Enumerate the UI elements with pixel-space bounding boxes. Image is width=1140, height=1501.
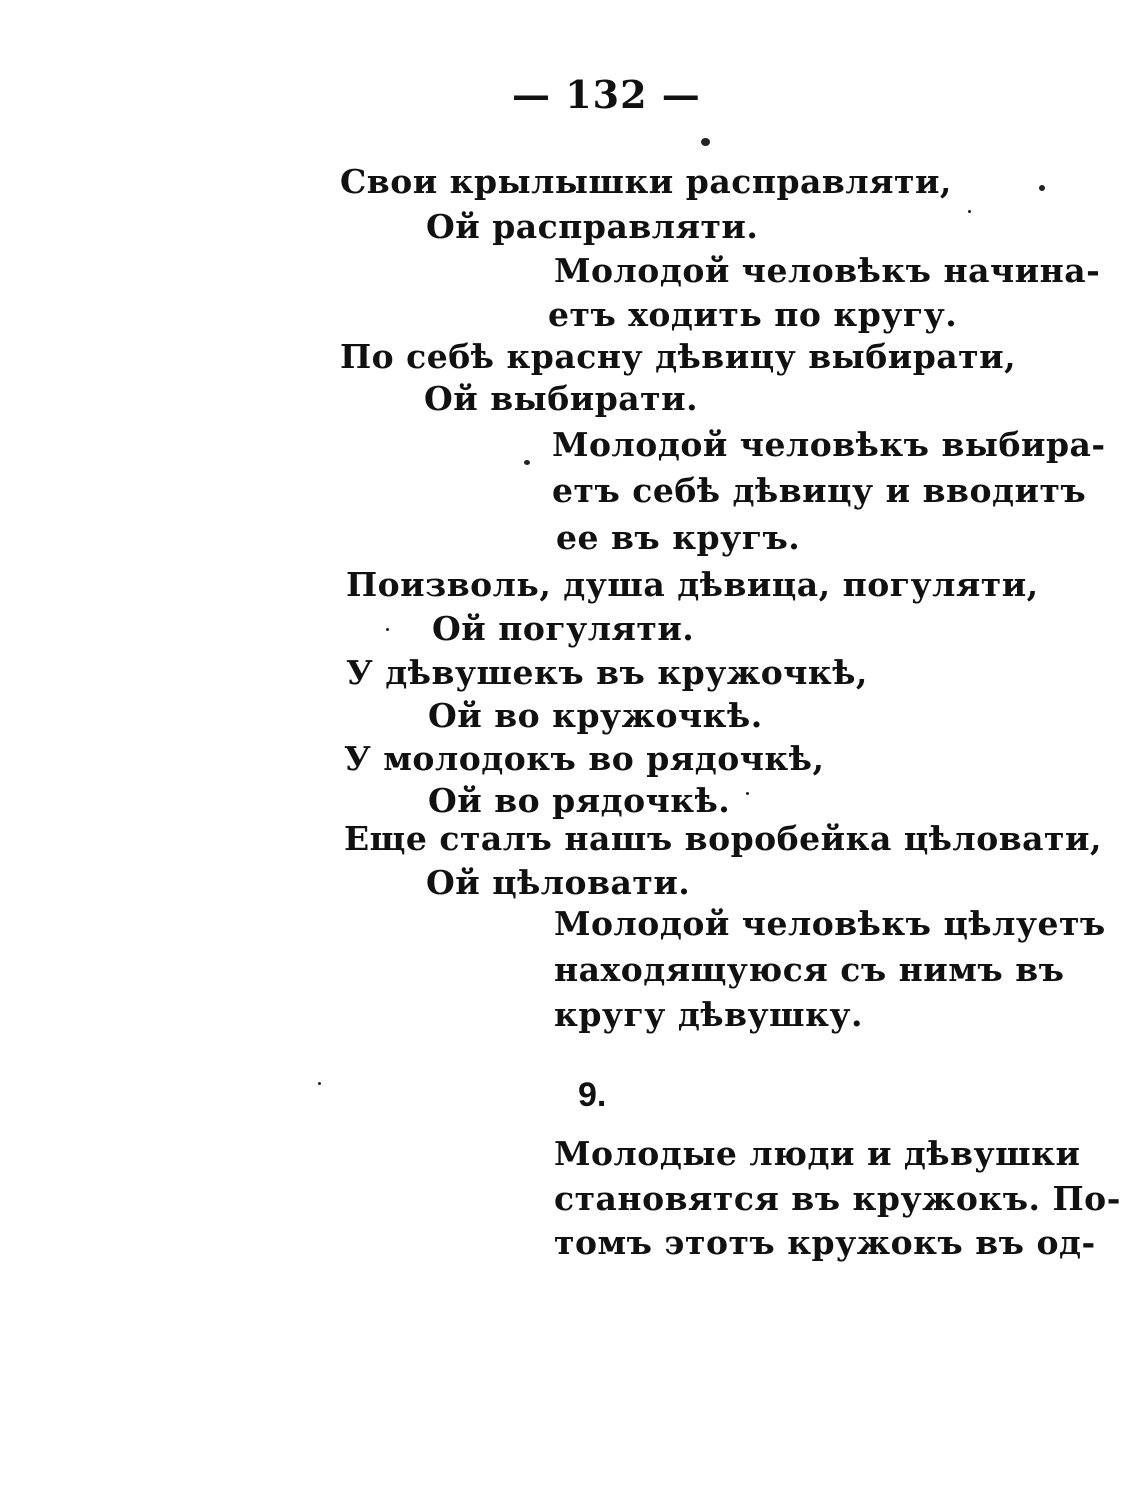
verse-line: Еще сталъ нашъ воробейка цѣловати, <box>344 819 1102 858</box>
section-text-line: становятся въ кружокъ. По- <box>554 1179 1121 1218</box>
stage-direction-line: Молодой человѣкъ начина- <box>554 251 1101 290</box>
verse-line: Свои крылышки расправляти, <box>340 162 952 201</box>
stage-direction-line: етъ себѣ дѣвицу и вводитъ <box>552 471 1087 510</box>
verse-line: По себѣ красну дѣвицу выбирати, <box>340 337 1017 376</box>
stage-direction-line: ее въ кругъ. <box>556 518 801 557</box>
stage-direction-line: кругу дѣвушку. <box>554 995 864 1034</box>
verse-line: У дѣвушекъ въ кружочкѣ, <box>346 653 868 692</box>
verse-line: У молодокъ во рядочкѣ, <box>344 739 825 778</box>
ink-speck <box>524 460 530 465</box>
ink-speck <box>968 210 971 213</box>
stage-direction-line: Молодой человѣкъ цѣлуетъ <box>554 904 1106 943</box>
verse-refrain: Ой расправляти. <box>426 207 759 246</box>
verse-refrain: Ой во рядочкѣ. <box>428 781 731 820</box>
section-text-line: Молодые люди и дѣвушки <box>554 1134 1081 1173</box>
ink-speck <box>318 1082 321 1085</box>
ink-speck <box>1039 185 1045 191</box>
verse-refrain: Ой выбирати. <box>424 379 699 418</box>
section-text-line: томъ этотъ кружокъ въ од- <box>554 1223 1096 1262</box>
stage-direction-line: етъ ходить по кругу. <box>548 295 958 334</box>
ink-speck <box>701 138 710 146</box>
verse-refrain: Ой во кружочкѣ. <box>428 696 763 735</box>
ink-speck <box>386 628 389 631</box>
stage-direction-line: находящуюся съ нимъ въ <box>554 950 1065 989</box>
verse-line: Поизволь, душа дѣвица, погуляти, <box>346 565 1039 604</box>
ink-speck <box>746 792 749 795</box>
page-number: — 132 — <box>512 72 701 117</box>
verse-refrain: Ой цѣловати. <box>426 863 691 902</box>
section-number: 9. <box>578 1076 607 1114</box>
stage-direction-line: Молодой человѣкъ выбира- <box>552 425 1106 464</box>
verse-refrain: Ой погуляти. <box>432 609 695 648</box>
